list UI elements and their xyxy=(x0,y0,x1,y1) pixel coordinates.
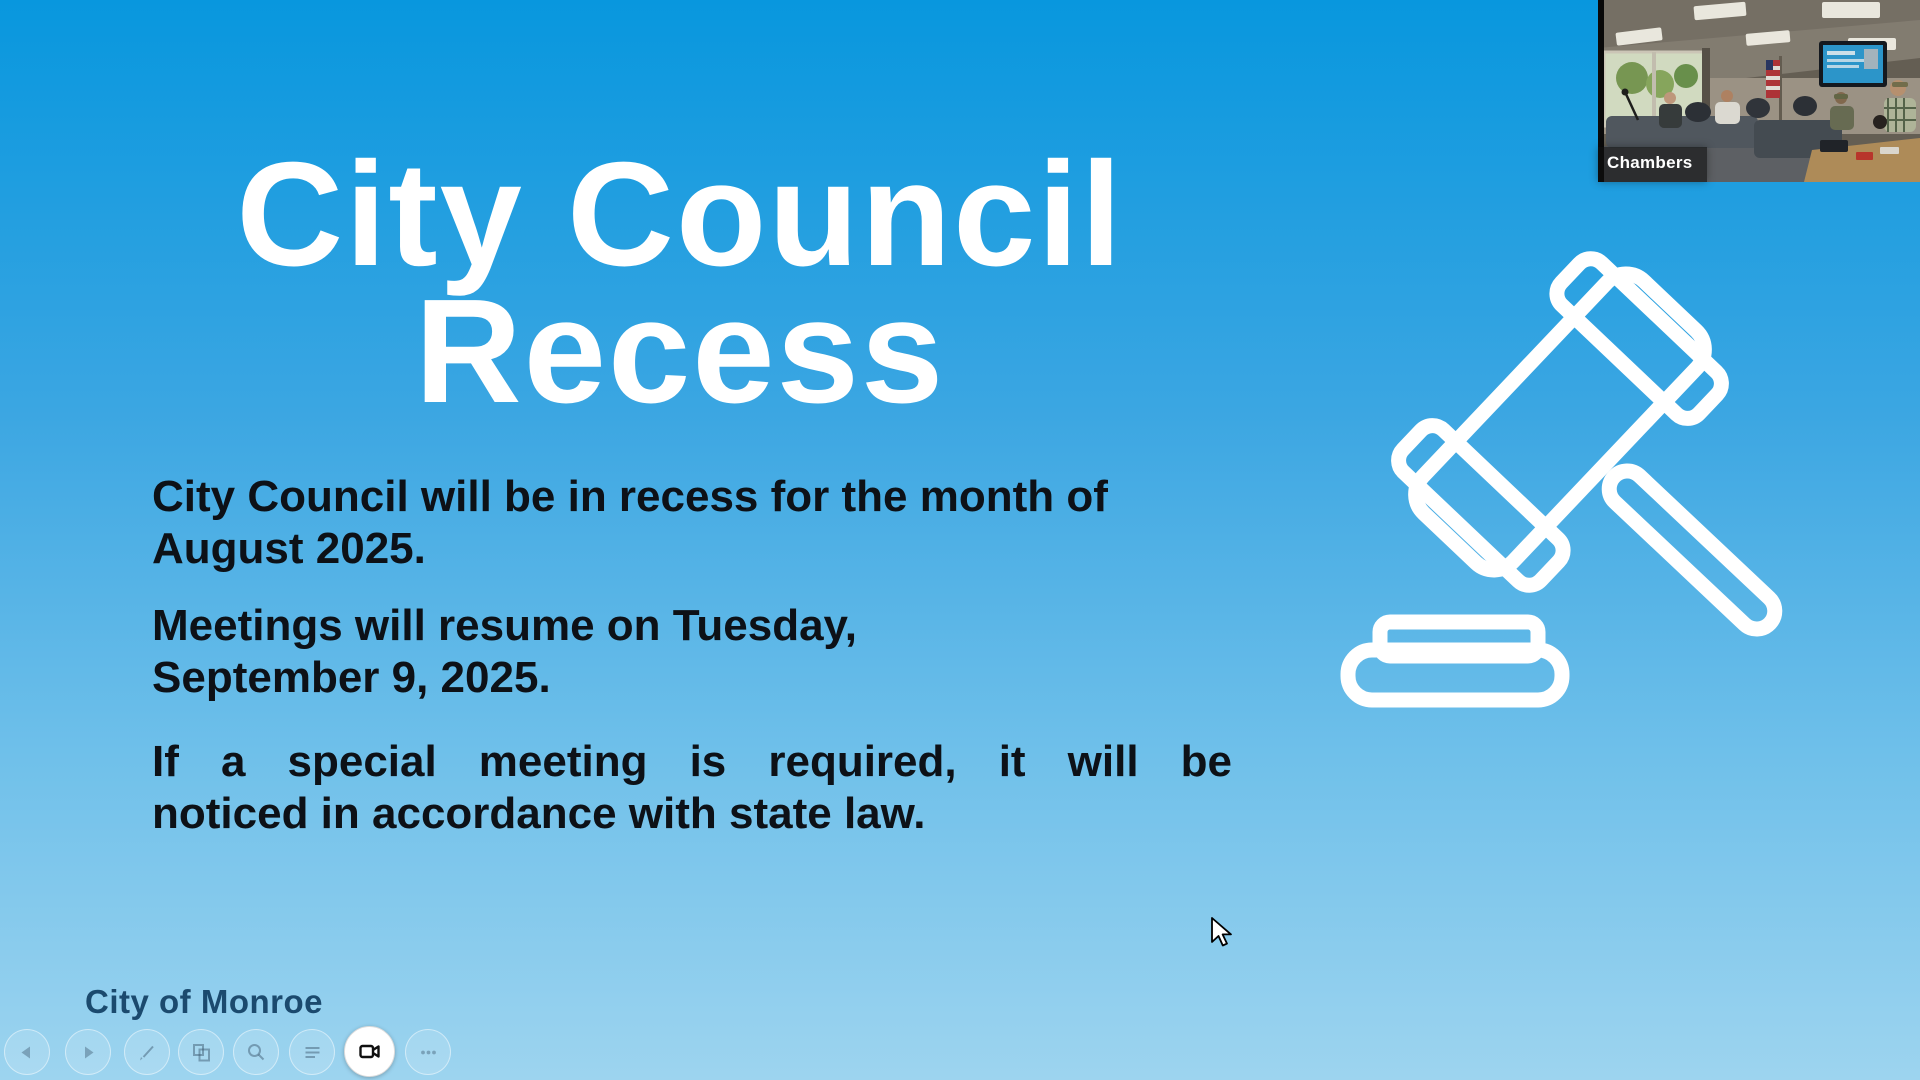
camera-button[interactable] xyxy=(344,1026,395,1077)
slide-title xyxy=(150,132,1210,434)
slide-title-line2: Recess xyxy=(414,269,946,434)
slide-footer: City of Monroe xyxy=(85,983,323,1020)
video-label: Chambers xyxy=(1598,147,1707,182)
previous-slide-icon xyxy=(21,1046,30,1058)
camera-icon xyxy=(356,1038,383,1065)
body-line: City Council will be in recess for the month of xyxy=(152,472,1108,521)
body-line: August 2025. xyxy=(152,524,426,573)
see-all-slides-icon xyxy=(188,1039,215,1066)
zoom-slide-button[interactable] xyxy=(233,1029,279,1075)
body-line: Meetings will resume on Tuesday, xyxy=(152,601,857,650)
paragraph-recess xyxy=(152,471,1232,575)
subtitles-button[interactable] xyxy=(289,1029,335,1075)
gavel-icon xyxy=(1330,250,1810,730)
pen-tools-button[interactable] xyxy=(124,1029,170,1075)
see-all-slides-button[interactable] xyxy=(178,1029,224,1075)
magnifier-icon xyxy=(243,1039,270,1066)
subtitles-icon xyxy=(299,1039,326,1066)
pen-icon xyxy=(134,1039,161,1066)
body-line: September 9, 2025. xyxy=(152,653,551,702)
next-slide-button[interactable] xyxy=(65,1029,111,1075)
more-options-button[interactable] xyxy=(405,1029,451,1075)
ellipsis-icon xyxy=(415,1039,442,1066)
arrow-cursor-icon xyxy=(1210,916,1236,950)
slide-body xyxy=(152,471,1232,840)
next-slide-icon xyxy=(85,1046,94,1058)
previous-slide-button[interactable] xyxy=(4,1029,50,1075)
slide-title-line1: City Council xyxy=(236,132,1124,297)
paragraph-resume xyxy=(152,600,1232,704)
body-line: If a special meeting is required, it will be xyxy=(152,737,1232,786)
paragraph-special-meeting xyxy=(152,736,1232,840)
body-line: noticed in accordance with state law. xyxy=(152,789,926,838)
